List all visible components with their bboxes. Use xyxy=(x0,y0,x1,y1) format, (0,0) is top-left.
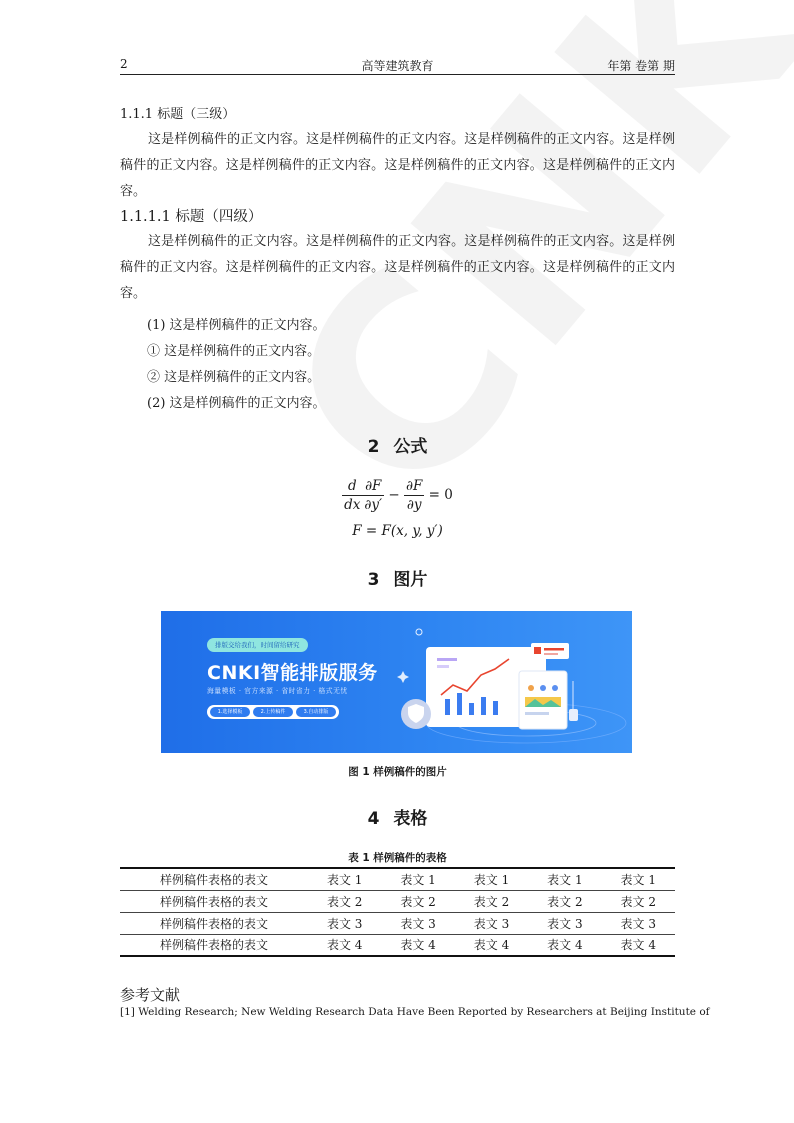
table-cell: 表文 1 xyxy=(455,868,528,890)
table-cell: 样例稿件表格的表文 xyxy=(120,912,308,934)
equation-function-F: F = F(x, y, y′) xyxy=(352,523,443,539)
section-heading-formula: 2 公式 xyxy=(367,437,428,457)
list-item: (2) 这是样例稿件的正文内容。 xyxy=(147,396,326,411)
table-cell: 表文 2 xyxy=(602,890,675,912)
table-cell: 表文 3 xyxy=(455,912,528,934)
equation-euler-lagrange: $\frac{d}{dx}$ $\frac{\partial F}{\partial y'}$ − $\frac{\partial F}{\partial y}$ = 0 xyxy=(344,478,453,513)
table-row xyxy=(120,934,675,956)
body-paragraph-2: 这是样例稿件的正文内容。这是样例稿件的正文内容。这是样例稿件的正文内容。这是样例稿件的正文内容。这是样例稿件的正文内容。这是样例稿件的正文内容。这是样例稿件的正文内容。 xyxy=(120,234,675,301)
running-header xyxy=(120,57,675,75)
heading-level-3: 1.1.1 标题（三级） xyxy=(120,107,236,122)
page-number: 2 xyxy=(120,57,128,71)
banner-step: 3.自动排版 xyxy=(296,707,336,717)
dashboard-illustration xyxy=(391,611,632,753)
table-cell: 样例稿件表格的表文 xyxy=(120,890,308,912)
banner-step: 2.上传稿件 xyxy=(253,707,293,717)
table-cell: 样例稿件表格的表文 xyxy=(120,868,308,890)
table-cell: 表文 1 xyxy=(381,868,454,890)
heading-level-4: 1.1.1.1 标题（四级） xyxy=(120,209,263,225)
table-cell: 表文 3 xyxy=(308,912,381,934)
table-cell: 表文 3 xyxy=(381,912,454,934)
table-row xyxy=(120,890,675,912)
fraction-dF-dy: $\frac{\partial F}{\partial y}$ xyxy=(406,478,423,513)
banner-slogan-pill: 排版交给我们，时间留给研究 xyxy=(207,638,308,652)
list-item: (1) 这是样例稿件的正文内容。 xyxy=(147,318,326,333)
figure-caption: 图 1 样例稿件的图片 xyxy=(348,766,447,778)
table-cell: 表文 3 xyxy=(602,912,675,934)
banner-step: 1.选择模板 xyxy=(210,707,250,717)
journal-name: 高等建筑教育 xyxy=(361,59,434,73)
table-cell: 表文 4 xyxy=(602,934,675,956)
table-cell: 表文 4 xyxy=(455,934,528,956)
table-cell: 表文 4 xyxy=(308,934,381,956)
issue-info: 年第 卷第 期 xyxy=(607,59,675,73)
table-row xyxy=(120,868,675,890)
banner-steps xyxy=(207,705,339,719)
table-row xyxy=(120,912,675,934)
banner-subtitle: 海量模板 · 官方来源 · 省时省力 · 格式无忧 xyxy=(207,687,348,695)
table-cell: 表文 1 xyxy=(308,868,381,890)
table-caption: 表 1 样例稿件的表格 xyxy=(348,852,447,864)
table-cell: 表文 2 xyxy=(308,890,381,912)
table-cell: 表文 3 xyxy=(528,912,601,934)
section-heading-figure: 3 图片 xyxy=(367,570,428,590)
table-cell: 样例稿件表格的表文 xyxy=(120,934,308,956)
table-cell: 表文 2 xyxy=(528,890,601,912)
body-paragraph-1: 这是样例稿件的正文内容。这是样例稿件的正文内容。这是样例稿件的正文内容。这是样例稿件的正文内容。这是样例稿件的正文内容。这是样例稿件的正文内容。这是样例稿件的正文内容。 xyxy=(120,132,675,199)
table-cell: 表文 2 xyxy=(381,890,454,912)
table-cell: 表文 2 xyxy=(455,890,528,912)
section-heading-table: 4 表格 xyxy=(367,809,428,829)
fraction-d-dx: $\frac{d}{dx}$ xyxy=(344,478,361,513)
list-item: ① 这是样例稿件的正文内容。 xyxy=(147,344,321,359)
banner-title: CNKI智能排版服务 xyxy=(207,662,378,684)
table-cell: 表文 1 xyxy=(602,868,675,890)
table-cell: 表文 1 xyxy=(528,868,601,890)
references-title: 参考文献 xyxy=(120,986,181,1004)
cnki-banner-image xyxy=(161,611,632,753)
table-cell: 表文 4 xyxy=(381,934,454,956)
fraction-dF-dyprime: $\frac{\partial F}{\partial y'}$ xyxy=(364,478,383,513)
reference-item: [1] Welding Research; New Welding Research Data Have Been Reported by Researchers at Beijing Institute of xyxy=(120,1006,710,1018)
list-item: ② 这是样例稿件的正文内容。 xyxy=(147,370,321,385)
table-cell: 表文 4 xyxy=(528,934,601,956)
sample-table xyxy=(120,867,675,957)
